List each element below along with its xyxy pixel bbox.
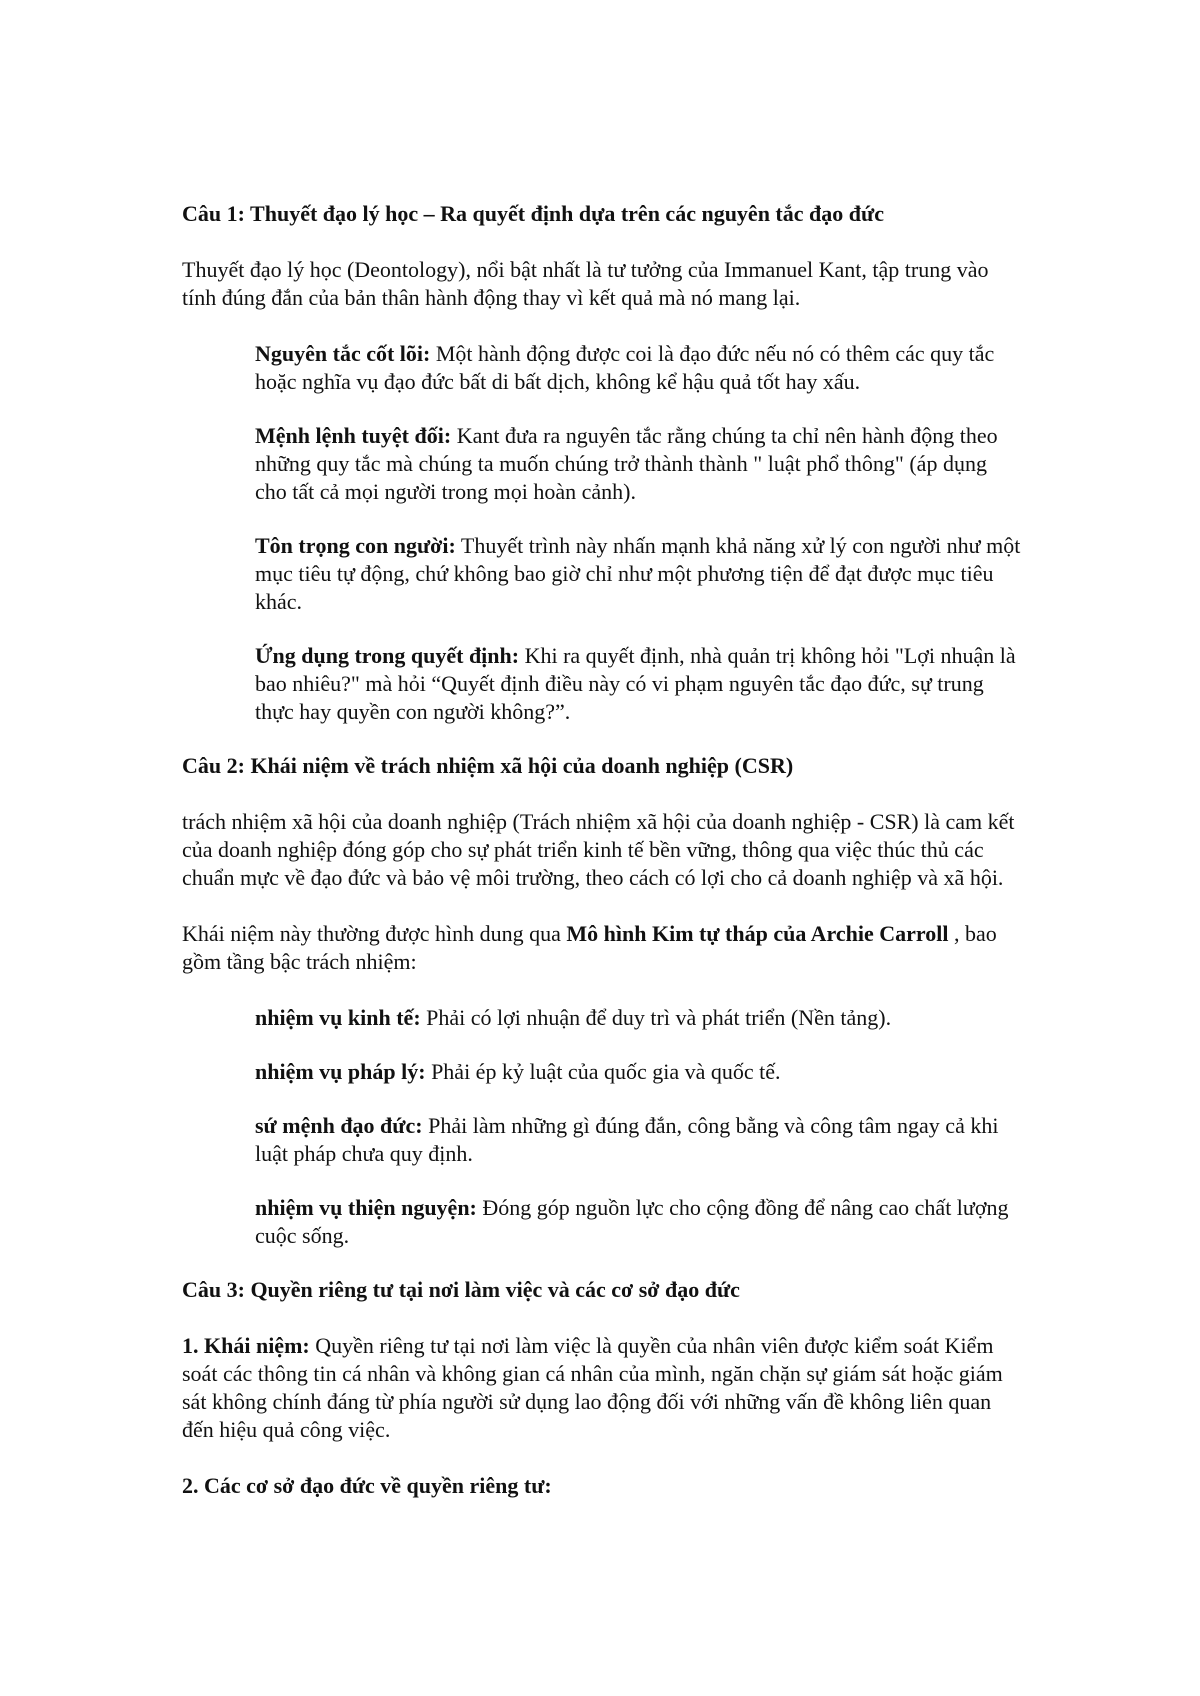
item-text: Kant đưa ra nguyên tắc rằng chúng ta chỉ nên hành động theo những quy tắc mà chúng ta muốn chúng trở thành thành " luật phổ thông" (áp dụng cho tất cả mọi người trong mọi hoàn cảnh). (255, 423, 998, 504)
q2-item-economic (255, 1004, 1022, 1032)
q2-intro: trách nhiệm xã hội của doanh nghiệp (Trách nhiệm xã hội của doanh nghiệp - CSR) là cam kết của doanh nghiệp đóng góp cho sự phát triển kinh tế bền vững, thông qua việc thúc thủ các chuẩn mực về đạo đức và bảo vệ môi trường, theo cách có lợi cho cả doanh nghiệp và xã hội. (182, 809, 1015, 890)
item-term: nhiệm vụ kinh tế: (255, 1005, 421, 1030)
item-term: sứ mệnh đạo đức: (255, 1113, 423, 1138)
item-term: Mệnh lệnh tuyệt đối: (255, 423, 452, 448)
q2-item-legal (255, 1058, 1022, 1086)
q3-concept (182, 1332, 1022, 1444)
q1-item-core-principle (255, 340, 1022, 396)
q2-item-ethical (255, 1112, 1022, 1168)
q1-item-respect-people (255, 532, 1022, 616)
q2-heading: Câu 2: Khái niệm về trách nhiệm xã hội của doanh nghiệp (CSR) (182, 753, 794, 778)
q2-model-paragraph (182, 920, 1022, 976)
item-text: Khi ra quyết định, nhà quản trị không hỏi "Lợi nhuận là bao nhiêu?" mà hỏi “Quyết định điều này có vi phạm nguyên tắc đạo đức, sự trung thực hay quyền con người không?”. (255, 643, 1016, 724)
item-text: Đóng góp nguồn lực cho cộng đồng để nâng cao chất lượng cuộc sống. (255, 1195, 1009, 1248)
item-text: Phải ép kỷ luật của quốc gia và quốc tế. (425, 1059, 781, 1084)
item-term: Ứng dụng trong quyết định: (255, 643, 520, 668)
q1-item-decision-application (255, 642, 1022, 726)
concept-term: 1. Khái niệm: (182, 1333, 310, 1358)
item-text: Một hành động được coi là đạo đức nếu nó có thêm các quy tắc hoặc nghĩa vụ đạo đức bất di bất dịch, không kể hậu quả tốt hay xấu. (255, 341, 995, 394)
item-text: Phải làm những gì đúng đắn, công bằng và công tâm ngay cả khi luật pháp chưa quy định. (255, 1113, 999, 1166)
model-name: Mô hình Kim tự tháp của Archie Carroll (566, 921, 949, 946)
item-term: Tôn trọng con người: (255, 533, 456, 558)
model-prefix: Khái niệm này thường được hình dung qua (182, 921, 567, 946)
model-suffix: , bao gồm tầng bậc trách nhiệm: (182, 921, 997, 974)
q1-intro: Thuyết đạo lý học (Deontology), nổi bật nhất là tư tưởng của Immanuel Kant, tập trung vào tính đúng đắn của bản thân hành động thay vì kết quả mà nó mang lại. (182, 257, 989, 310)
q3-basis-heading: 2. Các cơ sở đạo đức về quyền riêng tư: (182, 1473, 552, 1498)
item-text: Phải có lợi nhuận để duy trì và phát triển (Nền tảng). (420, 1005, 892, 1030)
document-page (182, 200, 1022, 1500)
item-text: Thuyết trình này nhấn mạnh khả năng xử lý con người như một mục tiêu tự động, chứ không bao giờ chỉ như một phương tiện để đạt được mục tiêu khác. (255, 533, 1021, 614)
item-term: nhiệm vụ pháp lý: (255, 1059, 426, 1084)
q1-item-categorical-imperative (255, 422, 1022, 506)
q1-heading: Câu 1: Thuyết đạo lý học – Ra quyết định dựa trên các nguyên tắc đạo đức (182, 201, 884, 226)
q3-heading: Câu 3: Quyền riêng tư tại nơi làm việc và các cơ sở đạo đức (182, 1277, 740, 1302)
item-term: nhiệm vụ thiện nguyện: (255, 1195, 477, 1220)
q2-item-philanthropic (255, 1194, 1022, 1250)
item-term: Nguyên tắc cốt lõi: (255, 341, 431, 366)
concept-text: Quyền riêng tư tại nơi làm việc là quyền của nhân viên được kiểm soát Kiểm soát các thông tin cá nhân và không gian cá nhân của mình, ngăn chặn sự giám sát hoặc giám sát không chính đáng từ phía người sử dụng lao động đối với những vấn đề không liên quan đến hiệu quả công việc. (182, 1333, 1003, 1442)
